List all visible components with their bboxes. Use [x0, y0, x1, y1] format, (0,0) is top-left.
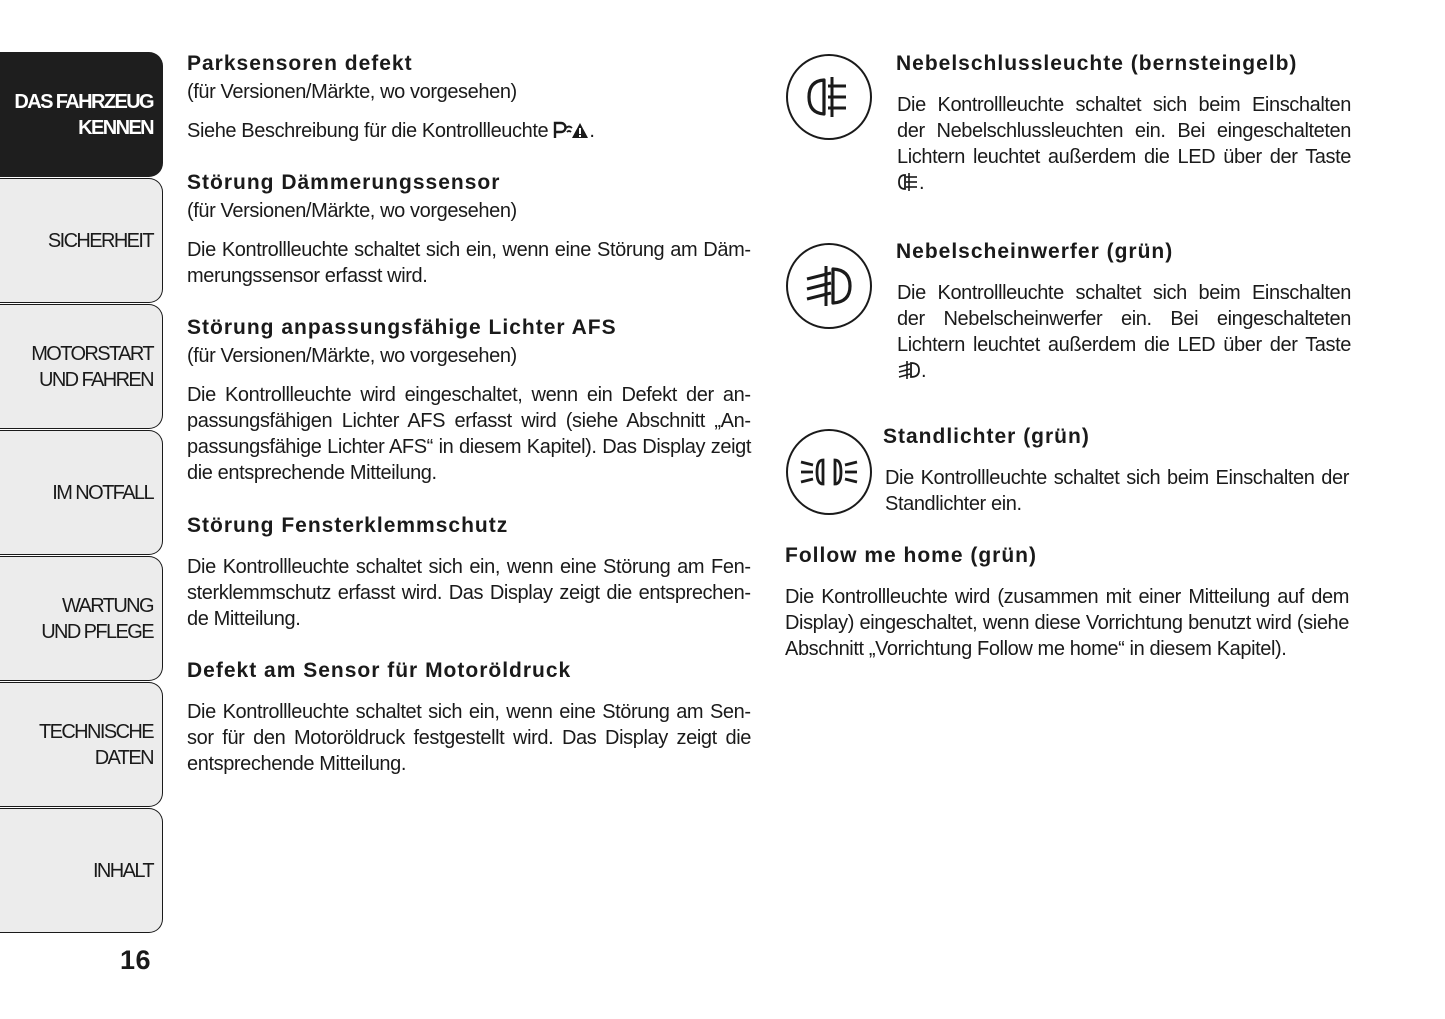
park-assist-warning-icon [553, 120, 589, 147]
parking-lights-icon [786, 429, 872, 515]
text-nebelschlussleuchte [897, 92, 1351, 199]
heading-nebelscheinwerfer: Nebelscheinwerfer (grün) [896, 240, 1174, 263]
text-nebelscheinwerfer-main: Die Kontrollleuchte schaltet sich beim Einschalten der Nebelscheinwerfer ein. Bei eingeschalteten Lichtern leuchtet außerdem die LED über der Taste [897, 282, 1351, 356]
tab-label: IM NOTFALL [52, 481, 153, 504]
heading-nebelschlussleuchte: Nebelschlussleuchte (bernsteingelb) [896, 52, 1298, 75]
tab-inhalt[interactable] [0, 808, 163, 933]
tab-technische-daten[interactable] [0, 682, 163, 807]
text-motoroeldruck: Die Kontrollleuchte schaltet sich ein, wenn eine Störung am Sensor für den Motoröldruck festgestellt wird. Das Display zeigt die entsprechende Mitteilung. [187, 701, 751, 775]
text-parksensoren-main: Siehe Beschreibung für die Kontrollleuchte [187, 120, 554, 142]
text-afs: Die Kontrollleuchte wird eingeschaltet, wenn ein Defekt der anpassungsfähigen Lichter AFS erfasst wird (siehe Abschnitt „Anpassungsfähige Lichter AFS“ in diesem Kapitel). Das Display zeigt die entsprechende Mitteilung. [187, 384, 751, 484]
tab-label: SICHERHEIT [47, 229, 153, 252]
subtitle-afs: (für Versionen/Märkte, wo vorgesehen) [187, 345, 517, 367]
text-nebelschluss-end: . [919, 172, 925, 194]
heading-standlichter: Standlichter (grün) [883, 425, 1090, 448]
text-fensterklemmschutz: Die Kontrollleuchte schaltet sich ein, wenn eine Störung am Fensterklemmschutz erfasst wird. Das Display zeigt die entsprechende Mitteilung. [187, 556, 751, 630]
heading-motoroeldruck: Defekt am Sensor für Motoröldruck [187, 659, 572, 682]
heading-follow-me-home: Follow me home (grün) [785, 544, 1037, 567]
heading-fensterklemmschutz: Störung Fensterklemmschutz [187, 514, 509, 537]
text-nebelscheinwerfer [897, 280, 1351, 387]
tab-motorstart-und-fahren[interactable] [0, 304, 163, 429]
text-daemmerungssensor: Die Kontrollleuchte schaltet sich ein, wenn eine Störung am Dämmerungssensor erfasst wird. [187, 239, 751, 287]
tab-label: WARTUNG UND PFLEGE [41, 594, 153, 643]
tab-label: MOTORSTART UND FAHREN [31, 342, 153, 391]
rear-fog-light-icon [786, 54, 872, 140]
front-fog-light-icon [786, 243, 872, 329]
page-number: 16 [120, 945, 152, 975]
tab-wartung-und-pflege[interactable] [0, 556, 163, 681]
tab-im-notfall[interactable] [0, 430, 163, 555]
text-nebelscheinwerfer-end: . [921, 360, 927, 382]
heading-afs: Störung anpassungsfähige Lichter AFS [187, 316, 617, 339]
tab-label: DAS FAHRZEUG KENNEN [14, 90, 153, 139]
tab-label: INHALT [92, 859, 153, 882]
heading-parksensoren: Parksensoren defekt [187, 52, 413, 75]
text-parksensoren-end: . [589, 120, 595, 142]
subtitle-daemmerungssensor: (für Versionen/Märkte, wo vorgesehen) [187, 200, 517, 222]
text-follow-me-home: Die Kontrollleuchte wird (zusammen mit einer Mitteilung auf dem Display) eingeschaltet, wenn diese Vorrichtung benutzt wird (siehe Abschnitt „Vorrichtung Follow me home“ in diesem Kapitel). [785, 586, 1349, 660]
subtitle-parksensoren: (für Versionen/Märkte, wo vorgesehen) [187, 81, 517, 103]
front-fog-button-icon [897, 360, 921, 387]
tab-label: TECHNISCHE DATEN [38, 720, 153, 769]
tab-sicherheit[interactable] [0, 178, 163, 303]
text-standlichter: Die Kontrollleuchte schaltet sich beim Einschalten der Standlichter ein. [885, 467, 1349, 515]
rear-fog-button-icon [897, 172, 919, 199]
heading-daemmerungssensor: Störung Dämmerungssensor [187, 171, 501, 194]
tab-das-fahrzeug-kennen[interactable] [0, 52, 163, 177]
text-nebelschluss-main: Die Kontrollleuchte schaltet sich beim Einschalten der Nebelschlussleuchten ein. Bei eingeschalteten Lichtern leuchtet außerdem die LED über der Taste [897, 94, 1351, 168]
text-parksensoren [187, 118, 595, 147]
